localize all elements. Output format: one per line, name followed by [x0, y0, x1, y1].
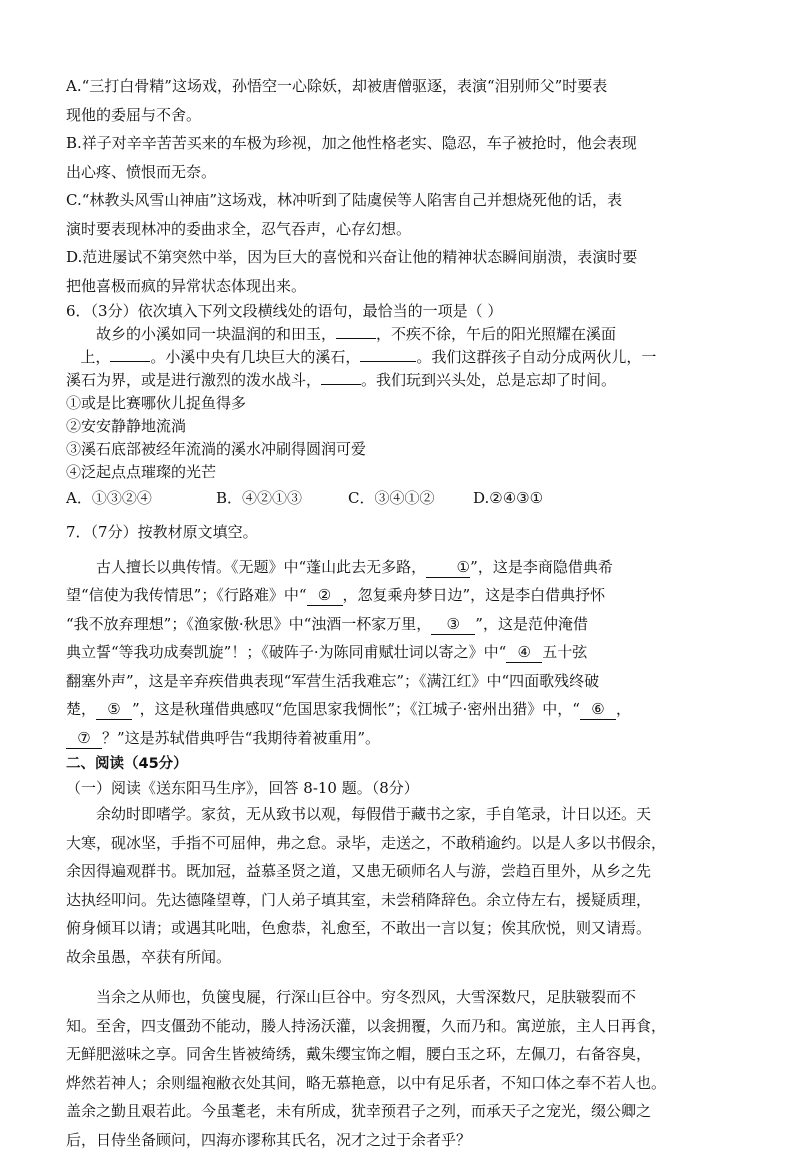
q7-text: “我不放弃理想”；《渔家傲·秋思》中“浊酒一杯家万里，: [66, 615, 431, 633]
q7-line6: [66, 695, 730, 724]
q6-choice-d[interactable]: D.②④③①: [473, 486, 543, 510]
passage-p1-line3: 余因得遍观群书。既加冠，益慕圣贤之道，又患无硕师名人与游，尝趋百里外，从乡之先: [66, 857, 730, 886]
question-7: [66, 518, 730, 752]
q6-blank-1[interactable]: [336, 338, 376, 339]
reading-passage: [66, 800, 730, 1154]
q6-choice-c[interactable]: C．③④①②: [348, 486, 473, 510]
q5-option-b-line2: 出心疼、愤恨而无奈。: [66, 158, 730, 187]
q6-text: 。我们这群孩子自动分成两伙儿，一: [416, 348, 656, 366]
q7-text: 望“信使为我传情思”；《行路难》中“: [66, 586, 307, 604]
q7-line4: [66, 638, 730, 667]
q6-choice-a[interactable]: A．①③②④: [66, 486, 216, 510]
q6-choice-b[interactable]: B．④②①③: [216, 486, 348, 510]
q7-text: 五十弦: [542, 643, 587, 661]
q7-text: ”，这是范仲淹借: [475, 615, 588, 633]
passage-p2-line6: 后，日侍坐备顾问，四海亦谬称其氏名，况才之过于余者乎？: [66, 1126, 730, 1154]
q5-option-c-line1: C.“林教头风雪山神庙”这场戏，林冲听到了陆虞侯等人陷害自己并想烧死他的话，表: [66, 186, 730, 215]
q7-blank-3[interactable]: ③: [431, 614, 475, 635]
q6-text: 。我们玩到兴头处，总是忘却了时间。: [361, 371, 616, 389]
q7-text: 古人擅长以典传情。《无题》中“蓬山此去无多路，: [96, 558, 426, 576]
q6-item-2: ②安安静静地流淌: [66, 415, 730, 438]
section-2-subtitle: （一）阅读《送东阳马生序》，回答 8-10 题。（8分）: [66, 776, 730, 800]
q7-blank-6[interactable]: ⑥: [580, 699, 616, 720]
q6-blank-4[interactable]: [321, 384, 361, 385]
q5-option-a-line1: A.“三打白骨精”这场戏，孙悟空一心除妖，却被唐僧驱逐，表演“泪别师父”时要表: [66, 72, 730, 101]
q6-text: ，不疾不徐，午后的阳光照耀在溪面: [376, 325, 616, 343]
q7-blank-2[interactable]: ②: [307, 585, 343, 606]
question-6: [66, 300, 730, 510]
passage-p2-line1: 当余之从师也，负箧曳屣，行深山巨谷中。穷冬烈风，大雪深数尺，足肤皲裂而不: [66, 983, 730, 1012]
passage-p2-line2: 知。至舍，四支僵劲不能动，媵人持汤沃灌，以衾拥覆，久而乃和。寓逆旅，主人日再食，: [66, 1012, 730, 1041]
q6-text: 上，: [80, 348, 110, 366]
q7-line5: 翻塞外声”，这是辛弃疾借典表现“军营生活我难忘”；《满江红》中“四面歌残终破: [66, 667, 730, 696]
passage-p1-line4: 达执经叩问。先达德隆望尊，门人弟子填其室，未尝稍降辞色。余立侍左右，援疑质理，: [66, 886, 730, 915]
q7-blank-7[interactable]: ⑦: [66, 728, 102, 749]
q6-passage-line3: [66, 369, 730, 392]
q6-item-4: ④泛起点点璀璨的光芒: [66, 461, 730, 484]
q7-blank-1[interactable]: ①: [426, 557, 470, 578]
q5-option-d-line1: D.范进屡试不第突然中举，因为巨大的喜悦和兴奋让他的精神状态瞬间崩溃，表演时要: [66, 243, 730, 272]
q5-option-d-line2: 把他喜极而疯的异常状态体现出来。: [66, 272, 730, 301]
q6-text: 溪石为界，或是进行激烈的泼水战斗，: [66, 371, 321, 389]
passage-p1-line2: 大寒，砚冰坚，手指不可屈伸，弗之怠。录毕，走送之，不敢稍逾约。以是人多以书假余，: [66, 829, 730, 858]
passage-p1-line1: 余幼时即嗜学。家贫，无从致书以观，每假借于藏书之家，手自笔录，计日以还。天: [66, 800, 730, 829]
passage-p2-line3: 无鲜肥滋味之享。同舍生皆被绮绣，戴朱缨宝饰之帽，腰白玉之环，左佩刀，右备容臭，: [66, 1040, 730, 1069]
q7-text: ？”这是苏轼借典呼告“我期待着被重用”。: [102, 729, 380, 747]
section-2-title: 二、阅读（45分）: [66, 752, 730, 776]
q7-text: ”，这是秋瑾借典感叹“危国思家我惆怅”；《江城子·密州出猎》中，“: [132, 700, 580, 718]
q7-text: ”，这是李商隐借典希: [470, 558, 613, 576]
q5-option-b-line1: B.祥子对辛辛苦苦买来的车极为珍视，加之他性格老实、隐忍，车子被抢时，他会表现: [66, 129, 730, 158]
q6-passage-line1: [66, 323, 730, 346]
q6-item-3: ③溪石底部被经年流淌的溪水冲刷得圆润可爱: [66, 438, 730, 461]
q6-text: 故乡的小溪如同一块温润的和田玉，: [96, 325, 336, 343]
q7-line2: [66, 581, 730, 610]
q7-line1: [66, 553, 730, 582]
passage-p1-line5: 俯身倾耳以请；或遇其叱咄，色愈恭，礼愈至，不敢出一言以复；俟其欣悦，则又请焉。: [66, 914, 730, 943]
q6-blank-3[interactable]: [360, 361, 416, 362]
q7-text: 典立誓“等我功成奏凯旋”！；《破阵子·为陈同甫赋壮词以寄之》中“: [66, 643, 506, 661]
q7-text: ，: [616, 700, 631, 718]
q5-option-c-line2: 演时要表现林冲的委曲求全，忍气吞声，心存幻想。: [66, 215, 730, 244]
q6-item-1: ①或是比赛哪伙儿捉鱼得多: [66, 392, 730, 415]
exam-page: [66, 72, 730, 1154]
q6-choices: [66, 486, 730, 510]
q7-stem: 7．（7分）按教材原文填空。: [66, 518, 730, 547]
q7-text: ，忽复乘舟梦日边”，这是李白借典抒怀: [343, 586, 606, 604]
q7-blank-4[interactable]: ④: [506, 642, 542, 663]
q7-line7: [66, 724, 730, 753]
passage-p2-line5: 盖余之勤且艰若此。今虽耄老，未有所成，犹幸预君子之列，而承天子之宠光，缀公卿之: [66, 1097, 730, 1126]
q6-passage-line2: [66, 346, 730, 369]
q7-text: 楚，: [66, 700, 96, 718]
passage-p1-line6: 故余虽愚，卒获有所闻。: [66, 943, 730, 972]
q6-blank-2[interactable]: [110, 361, 150, 362]
passage-p2-line4: 烨然若神人；余则缊袍敝衣处其间，略无慕艳意，以中有足乐者，不知口体之奉不若人也。: [66, 1069, 730, 1098]
q6-stem: 6．（3分）依次填入下列文段横线处的语句，最恰当的一项是（ ）: [66, 300, 730, 323]
q7-line3: [66, 610, 730, 639]
q6-text: 。小溪中央有几块巨大的溪石，: [150, 348, 360, 366]
q5-options: [66, 72, 730, 300]
q7-blank-5[interactable]: ⑤: [96, 699, 132, 720]
q5-option-a-line2: 现他的委屈与不舍。: [66, 101, 730, 130]
